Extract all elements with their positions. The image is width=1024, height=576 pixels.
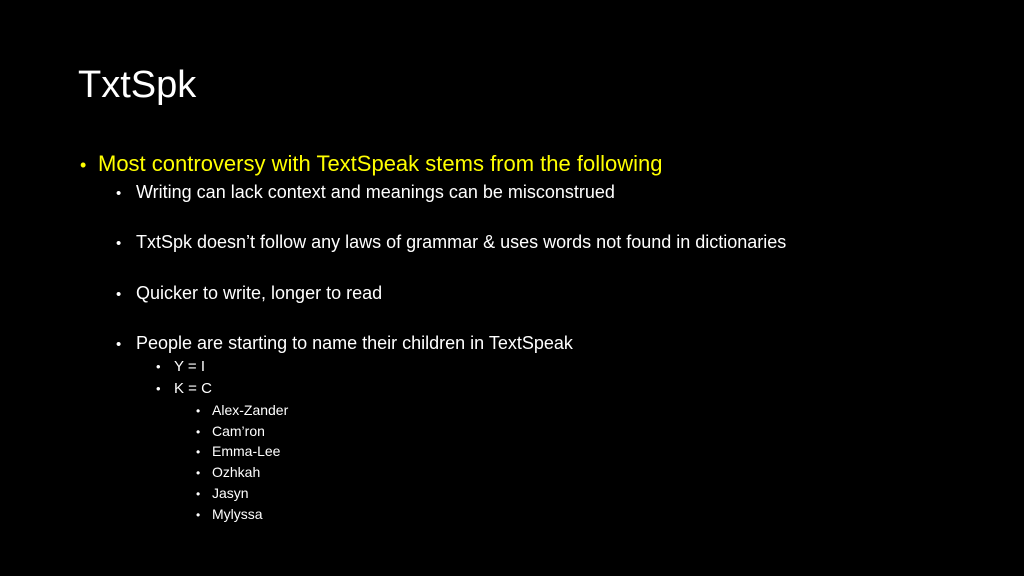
bullet-icon: • (196, 445, 201, 459)
main-point-text: Most controversy with TextSpeak stems from the following (98, 151, 663, 176)
bullet-icon: • (156, 359, 161, 374)
bullet-icon: • (196, 508, 201, 522)
example-text: K = C (174, 380, 212, 397)
name-item (196, 506, 263, 522)
bullet-icon: • (196, 466, 201, 480)
sub-point (116, 182, 615, 203)
sub-point (116, 283, 382, 304)
bullet-icon: • (156, 381, 161, 396)
bullet-icon: • (116, 336, 122, 353)
name-text: Alex-Zander (212, 402, 289, 418)
name-item (196, 485, 249, 501)
bullet-icon: • (196, 404, 201, 418)
name-text: Emma-Lee (212, 443, 281, 459)
name-item (196, 443, 280, 459)
sub-point-text: Quicker to write, longer to read (136, 283, 383, 303)
bullet-icon: • (80, 155, 87, 175)
name-item (196, 423, 265, 439)
example-text: Y = I (174, 358, 205, 375)
main-point (80, 151, 662, 177)
bullet-icon: • (116, 235, 122, 252)
bullet-icon: • (196, 487, 201, 501)
sub-point-text: People are starting to name their children in TextSpeak (136, 333, 573, 353)
name-text: Ozhkah (212, 464, 261, 480)
sub-point-text: Writing can lack context and meanings can be misconstrued (136, 182, 615, 202)
name-text: Mylyssa (212, 506, 263, 522)
sub-point (116, 232, 786, 253)
sub-point-text: TxtSpk doesn’t follow any laws of grammar & uses words not found in dictionaries (136, 232, 787, 252)
name-item (196, 464, 260, 480)
sub-point (116, 333, 573, 354)
bullet-icon: • (116, 286, 122, 303)
bullet-icon: • (196, 425, 201, 439)
name-text: Cam’ron (212, 423, 265, 439)
example-item (156, 380, 212, 397)
example-item (156, 358, 205, 375)
slide-title: TxtSpk (78, 64, 197, 106)
name-text: Jasyn (212, 485, 249, 501)
bullet-icon: • (116, 185, 122, 202)
name-item (196, 402, 288, 418)
